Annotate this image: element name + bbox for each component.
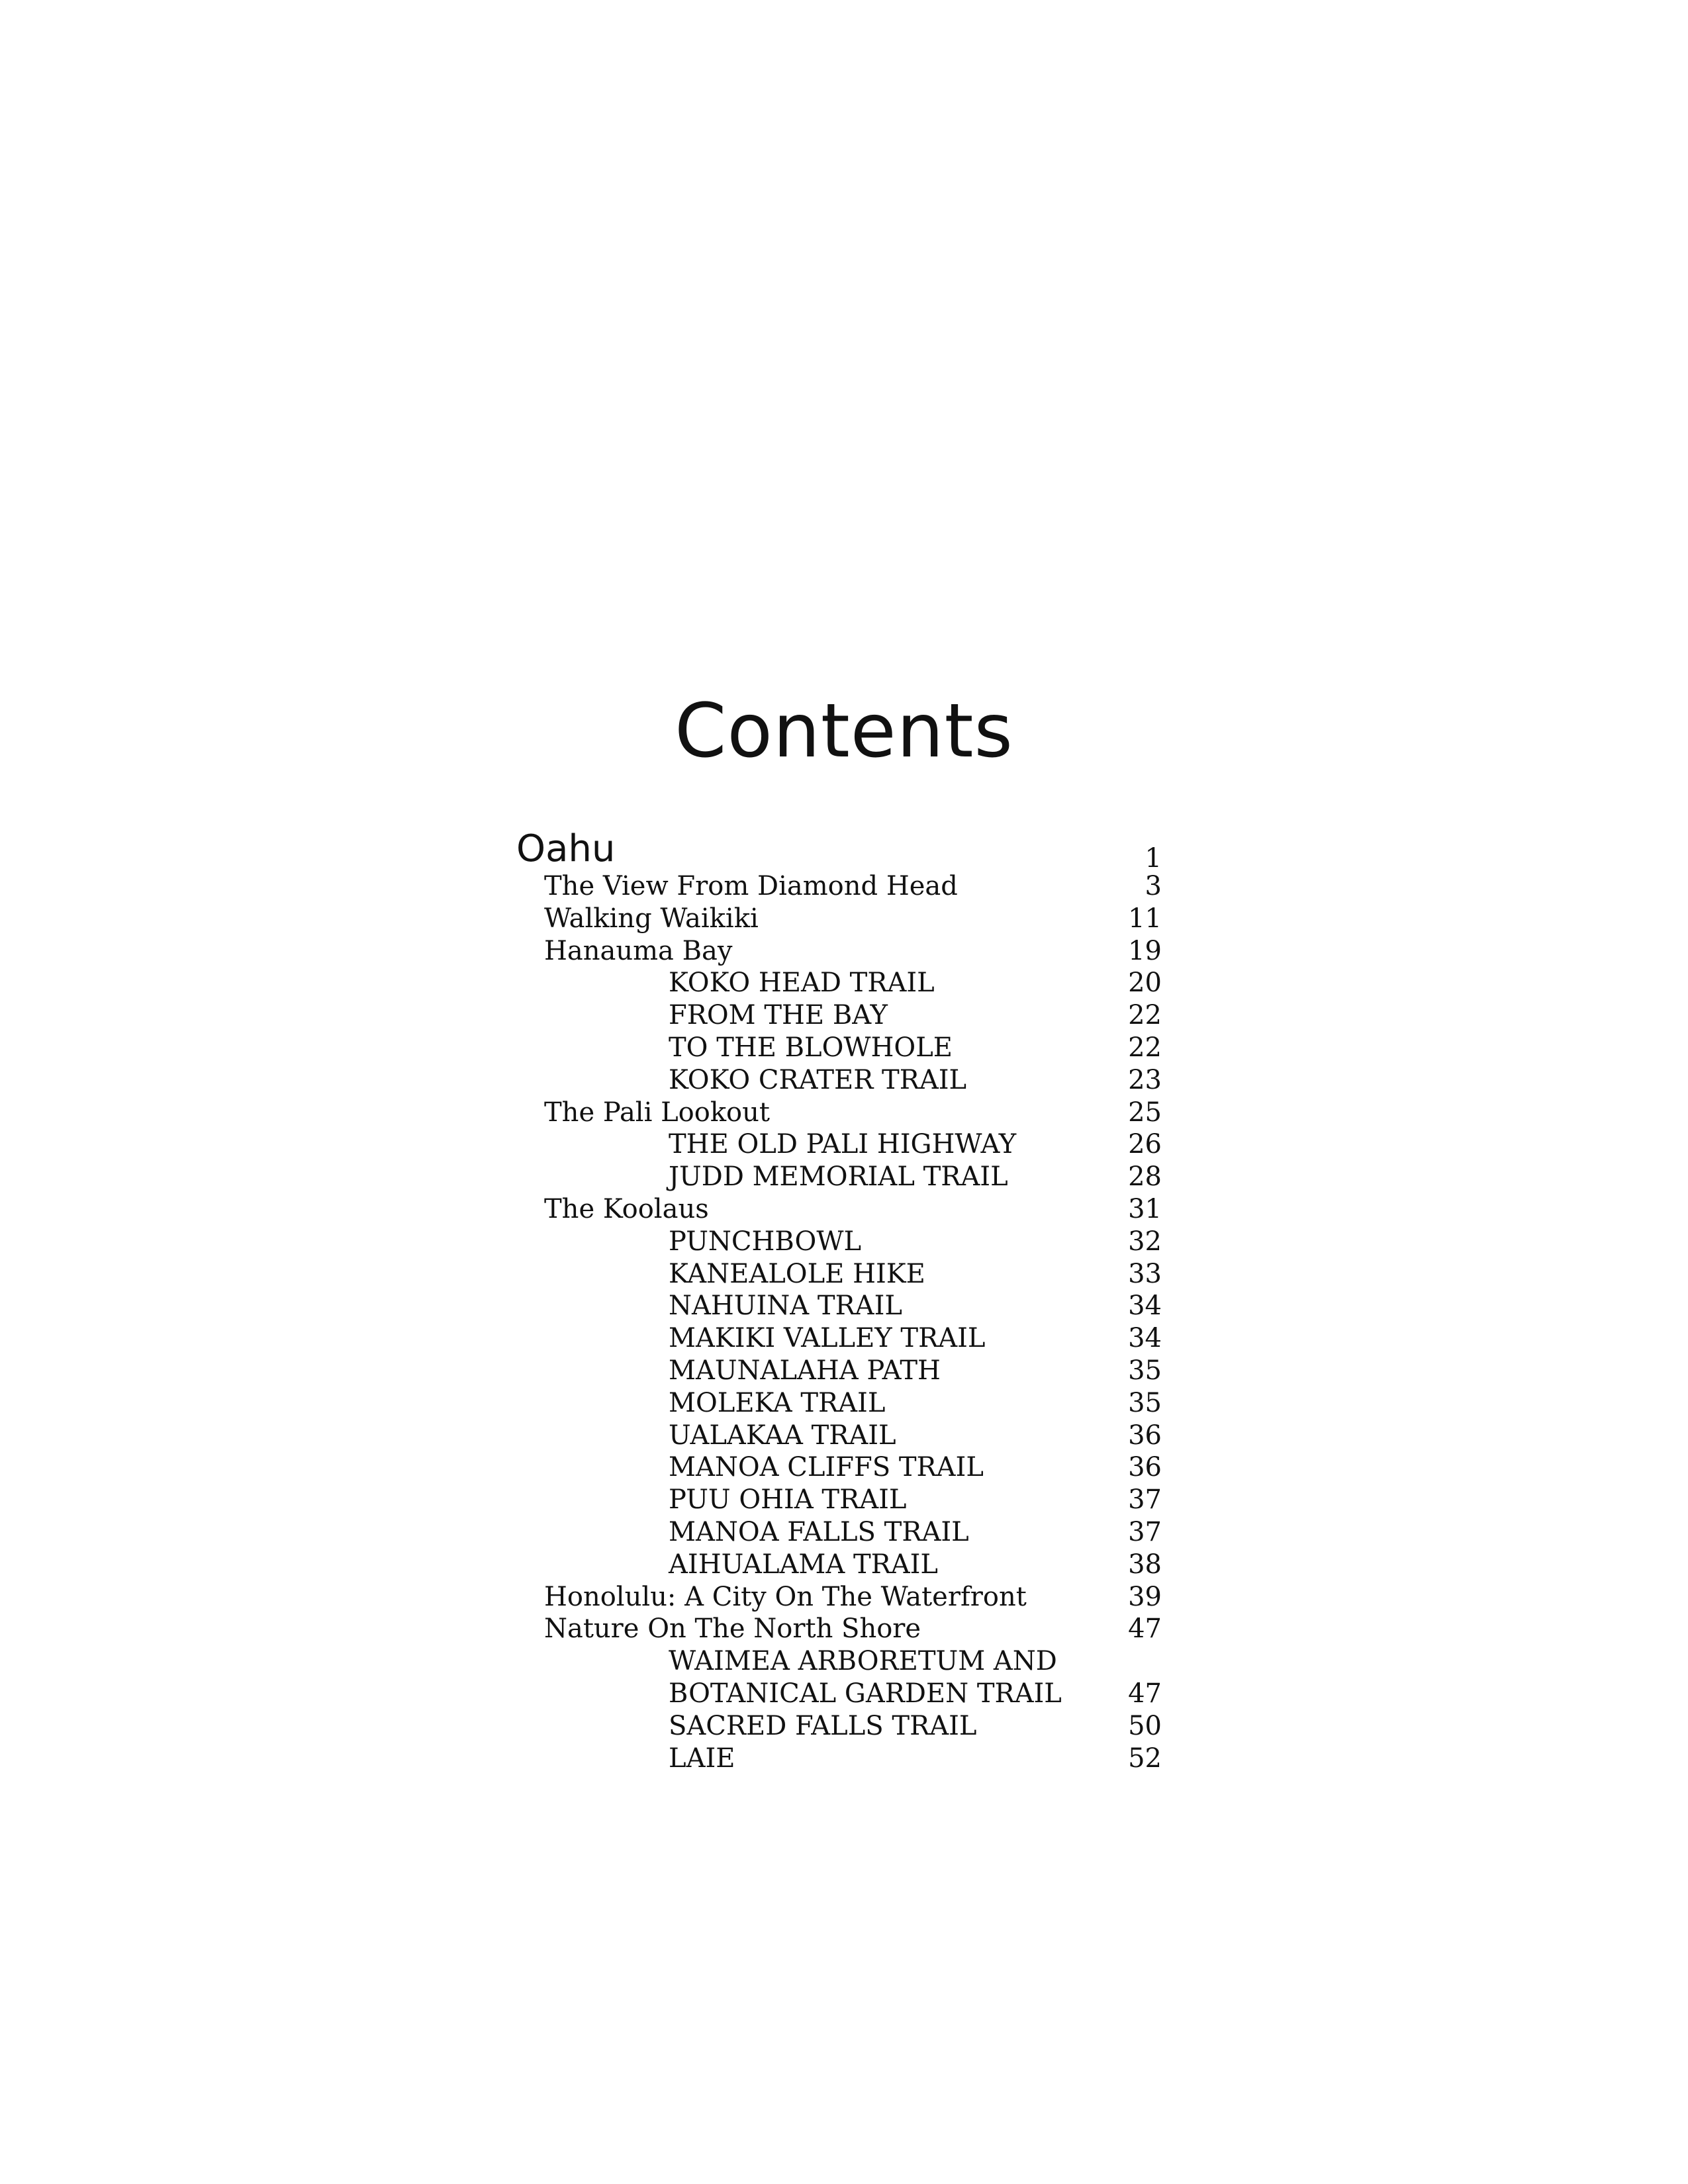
entry-title: UALAKAA TRAIL <box>669 1420 896 1451</box>
entry-page-number: 19 <box>1128 935 1162 966</box>
entry-title: NAHUINA TRAIL <box>669 1291 902 1322</box>
entry-page-number: 50 <box>1128 1710 1162 1741</box>
entry-page-number: 35 <box>1128 1387 1162 1418</box>
toc-subentry[interactable] <box>516 1355 1162 1387</box>
entry-title: BOTANICAL GARDEN TRAIL <box>669 1678 1062 1709</box>
table-of-contents <box>516 824 1162 1774</box>
entry-title: The Koolaus <box>544 1193 709 1224</box>
entry-title: KOKO HEAD TRAIL <box>669 968 935 999</box>
entry-page-number: 39 <box>1128 1581 1162 1612</box>
entry-page-number: 38 <box>1128 1549 1162 1580</box>
entry-page-number: 33 <box>1128 1258 1162 1289</box>
toc-entry[interactable] <box>516 903 1162 935</box>
entry-title: Nature On The North Shore <box>544 1614 921 1645</box>
entry-title: Hanauma Bay <box>544 935 733 966</box>
entry-page-number: 47 <box>1128 1678 1162 1709</box>
toc-subentry[interactable] <box>516 1387 1162 1420</box>
entry-page-number: 52 <box>1128 1743 1162 1774</box>
entry-title: The Pali Lookout <box>544 1097 770 1128</box>
entry-title: PUNCHBOWL <box>669 1226 862 1257</box>
toc-subentry[interactable] <box>516 1516 1162 1549</box>
entry-title: WAIMEA ARBORETUM AND <box>669 1646 1057 1677</box>
entry-page-number: 35 <box>1128 1355 1162 1386</box>
toc-entry[interactable] <box>516 1581 1162 1614</box>
toc-entry[interactable] <box>516 1193 1162 1226</box>
toc-subentry[interactable] <box>516 1322 1162 1355</box>
entry-title: MANOA CLIFFS TRAIL <box>669 1452 984 1483</box>
toc-subentry[interactable] <box>516 1743 1162 1775</box>
entry-page-number: 32 <box>1128 1226 1162 1257</box>
entry-title: AIHUALAMA TRAIL <box>669 1549 938 1580</box>
page-title: Contents <box>675 688 1013 774</box>
entry-page-number: 31 <box>1128 1193 1162 1224</box>
entry-title: Honolulu: A City On The Waterfront <box>544 1581 1027 1612</box>
toc-subentry[interactable] <box>516 1451 1162 1484</box>
entry-page-number: 34 <box>1128 1323 1162 1354</box>
entry-title: TO THE BLOWHOLE <box>669 1032 953 1063</box>
entry-title: MAUNALAHA PATH <box>669 1355 941 1386</box>
entry-page-number: 25 <box>1128 1097 1162 1128</box>
entry-page-number: 3 <box>1145 871 1162 901</box>
toc-subentry[interactable] <box>516 1258 1162 1291</box>
toc-subentry[interactable] <box>516 1032 1162 1064</box>
part-title: Oahu <box>516 827 616 870</box>
entry-title: MOLEKA TRAIL <box>669 1387 886 1418</box>
toc-subentry[interactable] <box>516 967 1162 999</box>
entry-page-number: 34 <box>1128 1291 1162 1322</box>
entry-title: SACRED FALLS TRAIL <box>669 1710 977 1741</box>
entry-page-number: 36 <box>1128 1420 1162 1451</box>
entry-page-number: 26 <box>1128 1129 1162 1160</box>
toc-subentry[interactable] <box>516 1290 1162 1322</box>
entry-title: MANOA FALLS TRAIL <box>669 1516 969 1547</box>
entry-page-number: 23 <box>1128 1064 1162 1095</box>
entry-title: Walking Waikiki <box>544 903 759 934</box>
toc-entry[interactable] <box>516 870 1162 903</box>
entry-page-number: 22 <box>1128 1032 1162 1063</box>
entry-title: JUDD MEMORIAL TRAIL <box>669 1161 1008 1193</box>
entry-page-number: 47 <box>1128 1614 1162 1645</box>
toc-subentry[interactable] <box>516 1645 1162 1678</box>
toc-subentry[interactable] <box>516 1064 1162 1097</box>
toc-subentry[interactable] <box>516 1678 1162 1710</box>
entry-title: The View From Diamond Head <box>544 871 958 901</box>
entry-page-number: 28 <box>1128 1161 1162 1193</box>
toc-subentry[interactable] <box>516 999 1162 1032</box>
entry-title: MAKIKI VALLEY TRAIL <box>669 1323 986 1354</box>
entry-page-number: 11 <box>1128 903 1162 934</box>
entry-title: KANEALOLE HIKE <box>669 1258 925 1289</box>
entry-title: THE OLD PALI HIGHWAY <box>669 1129 1017 1160</box>
toc-subentry[interactable] <box>516 1226 1162 1258</box>
entry-title: FROM THE BAY <box>669 1000 888 1031</box>
toc-subentry[interactable] <box>516 1710 1162 1743</box>
toc-subentry[interactable] <box>516 1420 1162 1452</box>
toc-subentry[interactable] <box>516 1161 1162 1193</box>
entry-title: LAIE <box>669 1743 735 1774</box>
part-page-number: 1 <box>1145 843 1162 874</box>
entry-title: KOKO CRATER TRAIL <box>669 1064 967 1095</box>
toc-entry[interactable] <box>516 1613 1162 1645</box>
toc-subentry[interactable] <box>516 1128 1162 1161</box>
toc-subentry[interactable] <box>516 1549 1162 1581</box>
entry-page-number: 36 <box>1128 1452 1162 1483</box>
toc-entry[interactable] <box>516 1097 1162 1129</box>
toc-entry[interactable] <box>516 935 1162 968</box>
entry-page-number: 20 <box>1128 968 1162 999</box>
entry-page-number: 22 <box>1128 1000 1162 1031</box>
entry-page-number: 37 <box>1128 1484 1162 1516</box>
entry-title: PUU OHIA TRAIL <box>669 1484 907 1516</box>
entry-page-number: 37 <box>1128 1516 1162 1547</box>
toc-part-oahu[interactable] <box>516 824 1162 874</box>
toc-subentry[interactable] <box>516 1484 1162 1516</box>
